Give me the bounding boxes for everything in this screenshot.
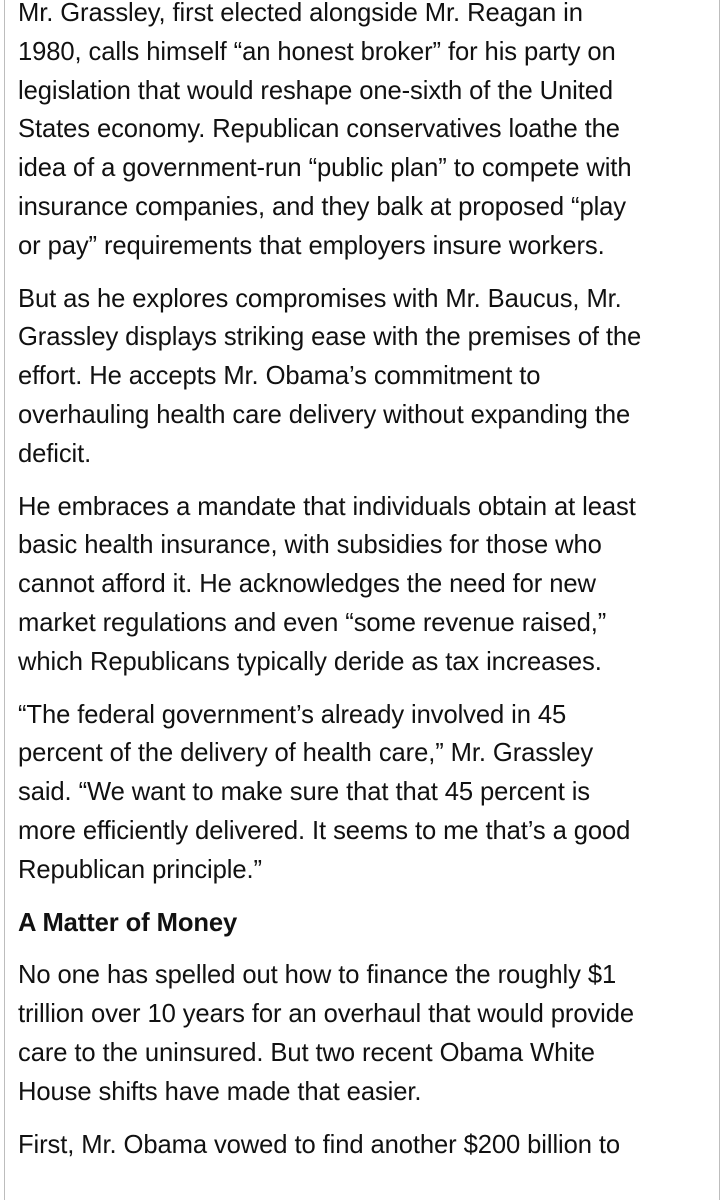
text-line: cannot afford it. He acknowledges the need for new xyxy=(18,570,596,599)
text-line: But as he explores compromises with Mr. Baucus, Mr. xyxy=(18,284,622,313)
text-line: States economy. Republican conservatives loathe the xyxy=(18,115,620,144)
left-border-line xyxy=(4,0,5,1200)
text-line: trillion over 10 years for an overhaul that would provide xyxy=(18,1000,634,1029)
text-line: market regulations and even “some revenue raised,” xyxy=(18,608,607,637)
text-line: No one has spelled out how to finance the roughly $1 xyxy=(18,961,617,990)
text-line: Grassley displays striking ease with the premises of the xyxy=(18,323,642,352)
text-line: idea of a government-run “public plan” to compete with xyxy=(18,154,632,183)
text-line: deficit. xyxy=(18,439,92,468)
article-body xyxy=(18,0,718,1178)
text-line: “The federal government’s already involved in 45 xyxy=(18,700,567,729)
text-line: House shifts have made that easier. xyxy=(18,1077,422,1106)
right-border-line xyxy=(719,0,720,1200)
text-line: percent of the delivery of health care,” Mr. Grassley xyxy=(18,739,594,768)
text-line: insurance companies, and they balk at proposed “play xyxy=(18,192,627,221)
text-line: overhauling health care delivery without expanding the xyxy=(18,400,631,429)
section-subheading: A Matter of Money xyxy=(18,908,238,937)
paragraph-first-vow xyxy=(18,1126,718,1165)
paragraph-grassley-quote xyxy=(18,696,718,890)
paragraph-financing xyxy=(18,956,718,1111)
text-line: said. “We want to make sure that that 45 percent is xyxy=(18,778,590,807)
text-line: Mr. Grassley, first elected alongside Mr. Reagan in xyxy=(18,0,583,27)
text-line: effort. He accepts Mr. Obama’s commitment to xyxy=(18,362,541,391)
text-line: care to the uninsured. But two recent Obama White xyxy=(18,1038,595,1067)
text-line: basic health insurance, with subsidies for those who xyxy=(18,531,602,560)
text-line: Republican principle.” xyxy=(18,855,262,884)
text-line: First, Mr. Obama vowed to find another $200 billion to xyxy=(18,1130,621,1159)
paragraph-mandate xyxy=(18,488,718,682)
text-line: He embraces a mandate that individuals obtain at least xyxy=(18,492,636,521)
text-line: more efficiently delivered. It seems to me that’s a good xyxy=(18,816,631,845)
paragraph-grassley-honest-broker xyxy=(18,0,718,266)
paragraph-compromises-baucus xyxy=(18,280,718,474)
text-line: legislation that would reshape one-sixth of the United xyxy=(18,76,614,105)
text-line: or pay” requirements that employers insure workers. xyxy=(18,231,605,260)
text-line: 1980, calls himself “an honest broker” for his party on xyxy=(18,37,616,66)
text-line: which Republicans typically deride as tax increases. xyxy=(18,647,602,676)
